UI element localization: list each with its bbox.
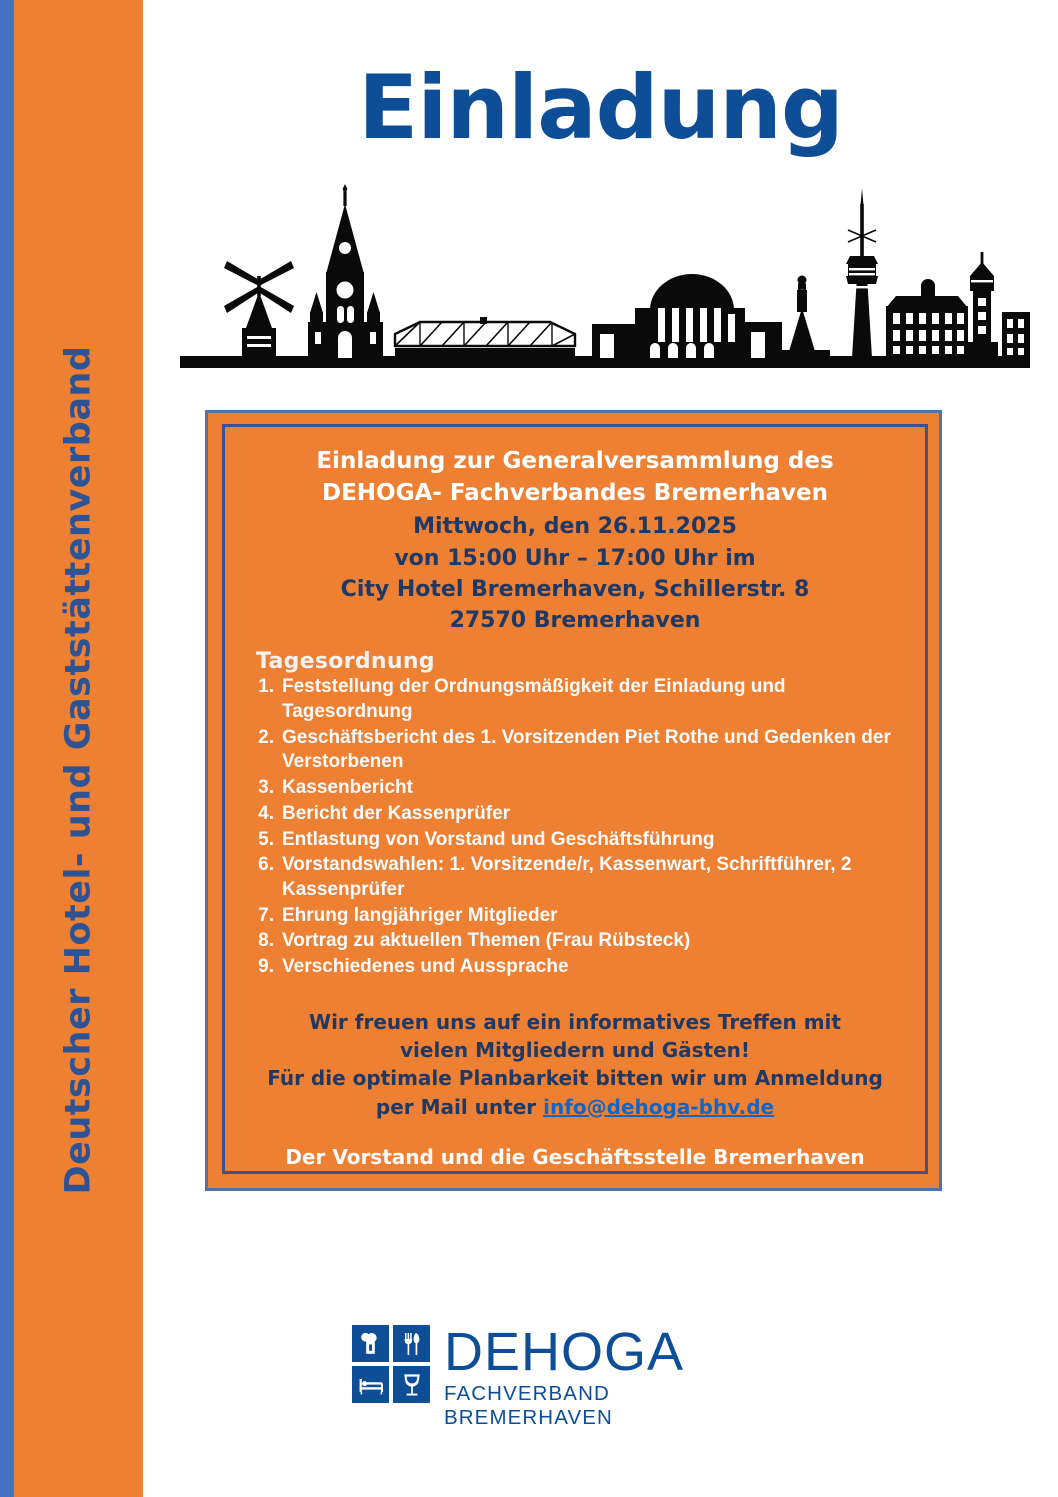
logo-mark	[352, 1325, 430, 1403]
agenda-number: 1.	[258, 676, 274, 698]
lead-line-2: DEHOGA- Fachverbandes Bremerhaven	[321, 479, 829, 506]
agenda-text: Verschiedenes und Aussprache	[282, 955, 569, 977]
agenda-number: 5.	[258, 828, 274, 850]
agenda-text: Ehrung langjähriger Mitglieder	[282, 904, 558, 926]
monument-statue-shape	[778, 276, 830, 359]
skyline-illustration	[180, 180, 1030, 376]
logo-wordmark: DEHOGA	[444, 1322, 685, 1382]
list-item	[248, 675, 902, 724]
church-spire-shape	[308, 184, 383, 358]
bed-icon	[352, 1366, 389, 1403]
logo-wordmark-group	[444, 1322, 724, 1430]
list-item	[248, 955, 902, 980]
list-item	[248, 802, 902, 827]
meeting-time: von 15:00 Uhr – 17:00 Uhr im	[394, 545, 756, 571]
truss-bridge-shape	[395, 317, 575, 358]
wine-glass-icon	[393, 1366, 430, 1403]
closing-line-1: Wir freuen uns auf ein informatives Treffen mit	[309, 1009, 841, 1034]
email-link[interactable]: info@dehoga-bhv.de	[543, 1094, 775, 1119]
closing-line-4	[248, 1093, 902, 1121]
agenda-text: Entlastung von Vorstand und Geschäftsführung	[282, 828, 715, 850]
left-sidebar-band	[0, 0, 143, 1497]
meeting-venue: City Hotel Bremerhaven, Schillerstr. 8	[340, 576, 810, 602]
agenda-text: Vortrag zu aktuellen Themen (Frau Rübsteck)	[282, 930, 691, 952]
closing-paragraph	[248, 1008, 902, 1122]
agenda-number: 6.	[258, 854, 274, 876]
agenda-text: Bericht der Kassenprüfer	[282, 802, 511, 824]
meeting-details	[248, 511, 902, 636]
dehoga-logo	[352, 1322, 724, 1429]
list-item	[248, 726, 902, 775]
meeting-date: Mittwoch, den 26.11.2025	[413, 514, 737, 540]
agenda-number: 2.	[258, 726, 274, 748]
agenda-number: 4.	[258, 802, 274, 824]
lighthouse-tower-shape	[966, 252, 998, 358]
organization-name: Deutscher Hotel- und Gaststättenverband	[58, 345, 99, 1194]
agenda-text: Kassenbericht	[282, 777, 413, 799]
radio-tower-shape	[846, 188, 878, 358]
sidebar-vertical-text	[14, 0, 143, 1497]
agenda-number: 9.	[258, 955, 274, 977]
lead-line-1: Einladung zur Generalversammlung des	[316, 448, 834, 474]
closing-line-3: Für die optimale Planbarkeit bitten wir um Anmeldung	[267, 1066, 883, 1091]
chef-hat-icon	[352, 1325, 389, 1362]
windmill-shape	[224, 261, 294, 358]
list-item	[248, 929, 902, 954]
agenda-number: 3.	[258, 777, 274, 799]
agenda-text: Geschäftsbericht des 1. Vorsitzenden Piet Rothe und Gedenken der Verstorbenen	[282, 726, 891, 773]
civic-block-shape	[1002, 312, 1030, 358]
agenda-text: Vorstandswahlen: 1. Vorsitzende/r, Kassenwart, Schriftführer, 2 Kassenprüfer	[282, 854, 852, 900]
domed-hall-shape	[592, 274, 782, 358]
list-item	[248, 853, 902, 902]
agenda-list	[248, 675, 902, 979]
agenda-heading: Tagesordnung	[256, 649, 435, 675]
page-title: Einladung	[358, 56, 843, 159]
invitation-lead	[248, 446, 902, 509]
historic-building-shape	[886, 279, 968, 358]
cutlery-icon	[393, 1325, 430, 1362]
list-item	[248, 828, 902, 853]
logo-subtitle: FACHVERBAND BREMERHAVEN	[444, 1381, 613, 1429]
sidebar-blue-stripe	[0, 0, 14, 1497]
mail-prefix: per Mail unter	[375, 1094, 544, 1119]
agenda-number: 8.	[258, 930, 274, 952]
invitation-panel-content	[222, 424, 928, 1191]
closing-line-2: vielen Mitgliedern und Gästen!	[400, 1038, 750, 1063]
agenda-text: Feststellung der Ordnungsmäßigkeit der Einladung und Tagesordnung	[282, 676, 786, 723]
signoff-text: Der Vorstand und die Geschäftsstelle Bremerhaven	[285, 1145, 865, 1170]
agenda-number: 7.	[258, 904, 274, 926]
list-item	[248, 776, 902, 801]
meeting-city: 27570 Bremerhaven	[449, 608, 701, 634]
list-item	[248, 904, 902, 929]
